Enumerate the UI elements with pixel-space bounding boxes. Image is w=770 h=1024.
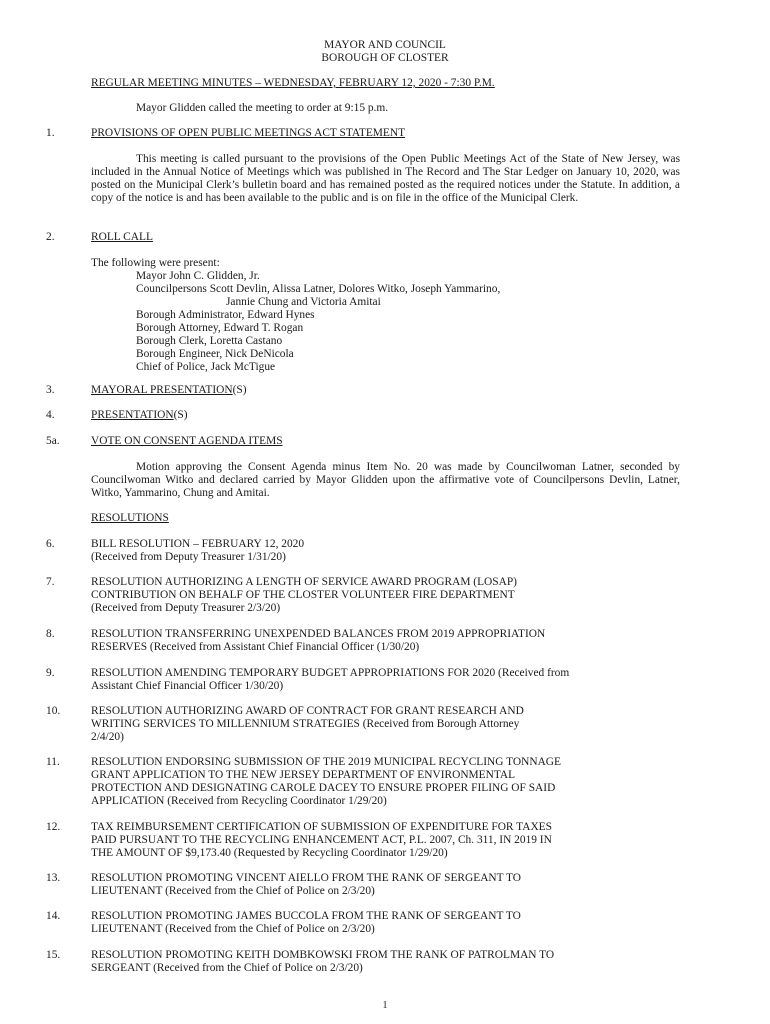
section-number: 2. — [46, 231, 55, 243]
section-title-suffix: (S) — [173, 409, 188, 421]
opma-statement — [91, 153, 680, 205]
resolution-line: RESOLUTION AUTHORIZING A LENGTH OF SERVICE AWARD PROGRAM (LOSAP) — [91, 576, 517, 588]
present-list — [136, 270, 500, 374]
resolution-line: GRANT APPLICATION TO THE NEW JERSEY DEPARTMENT OF ENVIRONMENTAL — [91, 769, 516, 781]
section-title-suffix: (S) — [232, 384, 247, 396]
resolution-line: Assistant Chief Financial Officer 1/30/20) — [91, 680, 284, 692]
resolution-item — [91, 949, 691, 975]
resolution-line: (Received from Deputy Treasurer 2/3/20) — [91, 602, 281, 614]
call-to-order: Mayor Glidden called the meeting to order at 9:15 p.m. — [136, 102, 389, 114]
section-title-roll-call: ROLL CALL — [91, 231, 153, 243]
resolution-line: PROTECTION AND DESIGNATING CAROLE DACEY TO ENSURE PROPER FILING OF SAID — [91, 782, 556, 794]
section-title-mayoral-presentation — [91, 384, 691, 397]
section-number: 5a. — [46, 435, 60, 447]
resolution-line: BILL RESOLUTION – FEBRUARY 12, 2020 — [91, 538, 305, 550]
resolution-line: THE AMOUNT OF $9,173.40 (Requested by Recycling Coordinator 1/29/20) — [91, 847, 448, 859]
resolution-line: RESOLUTION PROMOTING VINCENT AIELLO FROM THE RANK OF SERGEANT TO — [91, 872, 522, 884]
resolution-line: LIEUTENANT (Received from the Chief of Police on 2/3/20) — [91, 923, 375, 935]
section-title-underlined: MAYORAL PRESENTATION — [91, 384, 233, 396]
resolution-line: TAX REIMBURSEMENT CERTIFICATION OF SUBMISSION OF EXPENDITURE FOR TAXES — [91, 821, 552, 833]
resolution-number: 11. — [46, 756, 60, 768]
section-title-presentation — [91, 409, 691, 422]
resolution-item — [91, 910, 691, 936]
present-item: Mayor John C. Glidden, Jr. — [136, 270, 260, 282]
present-item: Councilpersons Scott Devlin, Alissa Latner, Dolores Witko, Joseph Yammarino, — [136, 283, 501, 295]
resolution-number: 13. — [46, 872, 61, 884]
resolution-number: 6. — [46, 538, 55, 550]
section-title-underlined: PRESENTATION — [91, 409, 174, 421]
resolution-line: RESOLUTION AMENDING TEMPORARY BUDGET APPROPRIATIONS FOR 2020 (Received from — [91, 667, 570, 679]
resolution-line: RESOLUTION TRANSFERRING UNEXPENDED BALANCES FROM 2019 APPROPRIATION — [91, 628, 546, 640]
page-number: 1 — [382, 1000, 388, 1011]
resolution-line: LIEUTENANT (Received from the Chief of Police on 2/3/20) — [91, 885, 375, 897]
resolution-line: SERGEANT (Received from the Chief of Police on 2/3/20) — [91, 962, 363, 974]
resolution-number: 14. — [46, 910, 61, 922]
resolution-number: 10. — [46, 705, 61, 717]
present-item: Borough Clerk, Loretta Castano — [136, 335, 283, 347]
present-item: Borough Administrator, Edward Hynes — [136, 309, 315, 321]
resolution-item — [91, 705, 691, 744]
resolution-number: 8. — [46, 628, 55, 640]
resolution-number: 7. — [46, 576, 55, 588]
section-number: 3. — [46, 384, 55, 396]
resolution-line: APPLICATION (Received from Recycling Coordinator 1/29/20) — [91, 795, 387, 807]
resolution-number: 15. — [46, 949, 61, 961]
section-number: 1. — [46, 127, 55, 139]
resolutions-heading: RESOLUTIONS — [91, 512, 169, 524]
resolution-number: 12. — [46, 821, 61, 833]
resolution-line: RESERVES (Received from Assistant Chief Financial Officer (1/30/20) — [91, 641, 420, 653]
resolution-line: PAID PURSUANT TO THE RECYCLING ENHANCEMENT ACT, P.L. 2007, Ch. 311, IN 2019 IN — [91, 834, 552, 846]
resolution-line: RESOLUTION PROMOTING JAMES BUCCOLA FROM THE RANK OF SERGEANT TO — [91, 910, 521, 922]
resolution-item — [91, 821, 691, 860]
present-item: Jannie Chung and Victoria Amitai — [226, 296, 381, 308]
section-title-opma: PROVISIONS OF OPEN PUBLIC MEETINGS ACT STATEMENT — [91, 127, 406, 139]
resolution-item — [91, 872, 691, 898]
resolution-item — [91, 756, 691, 808]
opma-statement-text: This meeting is called pursuant to the provisions of the Open Public Meetings Act of the State of New Jersey, was included in the Annual Notice of Meetings which was published in The Record and The Star Ledger on January 10, 2020, was posted on the Municipal Clerk’s bulletin board and has remained posted as the required notices under the Statute. In addition, a copy of the notice is and has been available to the public and is on file in the office of the Municipal Clerk. — [91, 153, 680, 204]
resolution-line: 2/4/20) — [91, 731, 124, 743]
resolution-number: 9. — [46, 667, 55, 679]
resolution-item — [91, 667, 691, 693]
resolution-item — [91, 628, 691, 654]
present-item: Borough Attorney, Edward T. Rogan — [136, 322, 304, 334]
header-line-2: BOROUGH OF CLOSTER — [321, 52, 449, 64]
resolution-line: CONTRIBUTION ON BEHALF OF THE CLOSTER VOLUNTEER FIRE DEPARTMENT — [91, 589, 515, 601]
resolution-item — [91, 538, 691, 564]
section-title-consent-agenda: VOTE ON CONSENT AGENDA ITEMS — [91, 435, 283, 447]
section-number: 4. — [46, 409, 55, 421]
resolution-line: RESOLUTION PROMOTING KEITH DOMBKOWSKI FROM THE RANK OF PATROLMAN TO — [91, 949, 555, 961]
present-item: Borough Engineer, Nick DeNicola — [136, 348, 294, 360]
present-item: Chief of Police, Jack McTigue — [136, 361, 276, 373]
resolution-line: RESOLUTION ENDORSING SUBMISSION OF THE 2019 MUNICIPAL RECYCLING TONNAGE — [91, 756, 561, 768]
consent-motion — [91, 461, 680, 500]
header-line-1: MAYOR AND COUNCIL — [324, 39, 446, 51]
resolution-line: RESOLUTION AUTHORIZING AWARD OF CONTRACT FOR GRANT RESEARCH AND — [91, 705, 524, 717]
roll-call-intro: The following were present: — [91, 257, 220, 269]
resolution-line: (Received from Deputy Treasurer 1/31/20) — [91, 551, 286, 563]
meeting-title: REGULAR MEETING MINUTES – WEDNESDAY, FEBRUARY 12, 2020 - 7:30 P.M. — [91, 77, 495, 89]
consent-motion-text: Motion approving the Consent Agenda minus Item No. 20 was made by Councilwoman Latner, seconded by Councilwoman Witko and declared carried by Mayor Glidden upon the affirmative vote of Councilpersons Devlin, Latner, Witko, Yammarino, Chung and Amitai. — [91, 461, 680, 499]
resolution-item — [91, 576, 691, 615]
resolution-line: WRITING SERVICES TO MILLENNIUM STRATEGIES (Received from Borough Attorney — [91, 718, 520, 730]
